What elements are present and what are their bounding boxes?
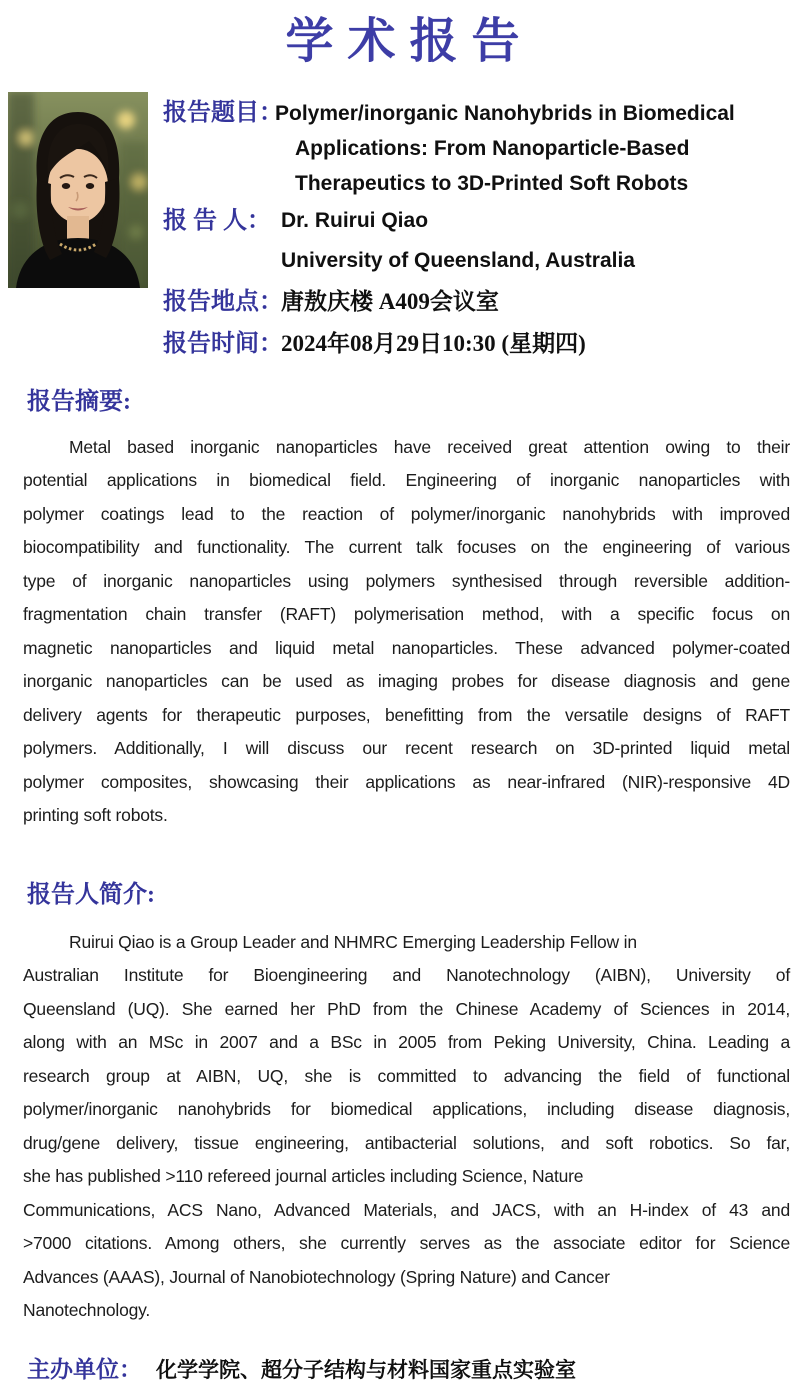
abstract-paragraph (23, 431, 790, 832)
speaker-value (275, 201, 635, 281)
paragraph-line: research group at AIBN, UQ, she is committed to advancing the field of functional (23, 1065, 790, 1086)
host-row (27, 1348, 576, 1392)
field-venue (163, 281, 797, 323)
time-value: 2024年08月29日10:30 (星期四) (281, 331, 586, 356)
paragraph-line: >7000 citations. Among others, she currently serves as the associate editor for Science (23, 1233, 790, 1254)
time-label: 报告时间： (163, 331, 283, 357)
paragraph-line: magnetic nanoparticles and liquid metal nanoparticles. These advanced polymer-coated (23, 637, 790, 658)
paragraph-line: Australian Institute for Bioengineering and Nanotechnology (AIBN), University of (23, 965, 790, 986)
paragraph-line: Nanotechnology. (23, 1299, 151, 1320)
paragraph-line: polymer/inorganic nanohybrids for biomedical applications, including disease diagnosis, (23, 1099, 790, 1120)
paragraph-line: type of inorganic nanoparticles using polymers synthesised through reversible addition- (23, 570, 790, 591)
title-line: Polymer/inorganic Nanohybrids in Biomedical (275, 102, 735, 125)
paragraph-line: fragmentation chain transfer (RAFT) polymerisation method, with a specific focus on (23, 604, 790, 625)
field-title (163, 96, 797, 201)
paragraph-line: Ruirui Qiao is a Group Leader and NHMRC Emerging Leadership Fellow in (69, 932, 637, 952)
paragraph-line: polymer coatings lead to the reaction of polymer/inorganic nanohybrids with improved (23, 503, 790, 524)
bio-heading: 报告人简介: (27, 882, 155, 908)
paragraph-line: Metal based inorganic nanoparticles have received great attention owing to their (69, 437, 790, 457)
speaker-photo (8, 92, 148, 288)
paragraph-line: Queensland (UQ). She earned her PhD from the Chinese Academy of Sciences in 2014, (23, 998, 790, 1019)
paragraph-line: inorganic nanoparticles can be used as imaging probes for disease diagnosis and gene (23, 671, 790, 692)
talk-info (163, 92, 797, 365)
title-line: Therapeutics to 3D-Printed Soft Robots (295, 172, 689, 195)
header-block (8, 92, 797, 365)
paragraph-line: Advances (AAAS), Journal of Nanobiotechnology (Spring Nature) and Cancer (23, 1266, 610, 1287)
paragraph-line: biocompatibility and functionality. The current talk focuses on the engineering of various (23, 537, 790, 558)
paragraph-line: along with an MSc in 2007 and a BSc in 2005 from Peking University, China. Leading a (23, 1032, 790, 1053)
paragraph-line: she has published >110 refereed journal articles including Science, Nature (23, 1166, 584, 1187)
field-speaker (163, 201, 797, 281)
paragraph-line: delivery agents for therapeutic purposes, benefitting from the versatile designs of RAFT (23, 704, 790, 725)
host-value: 化学学院、超分子结构与材料国家重点实验室 (156, 1358, 576, 1382)
paragraph-line: potential applications in biomedical field. Engineering of inorganic nanoparticles with (23, 470, 790, 491)
paragraph-line: drug/gene delivery, tissue engineering, antibacterial solutions, and soft robotics. So far, (23, 1132, 790, 1153)
paragraph-line: Communications, ACS Nano, Advanced Materials, and JACS, with an H-index of 43 and (23, 1199, 790, 1220)
speaker-name: Dr. Ruirui Qiao (281, 209, 429, 232)
paragraph-line: polymers. Additionally, I will discuss our recent research on 3D-printed liquid metal (23, 738, 790, 759)
venue-label: 报告地点： (163, 289, 283, 315)
speaker-affiliation: University of Queensland, Australia (281, 249, 635, 272)
venue-value: 唐敖庆楼 A409会议室 (281, 289, 499, 314)
page-title: 学术报告 (285, 15, 534, 68)
paragraph-line: printing soft robots. (23, 804, 168, 825)
host-label: 主办单位： (27, 1357, 142, 1382)
speaker-portrait-illustration (8, 92, 148, 288)
speaker-label: 报 告 人： (163, 208, 271, 234)
title-line: Applications: From Nanoparticle-Based (295, 137, 690, 160)
paragraph-line: polymer composites, showcasing their applications as near-infrared (NIR)-responsive 4D (23, 771, 790, 792)
field-time (163, 323, 797, 365)
bio-paragraph (23, 926, 790, 1327)
title-value (275, 96, 735, 201)
abstract-heading: 报告摘要: (27, 389, 131, 415)
title-label: 报告题目： (163, 100, 283, 126)
